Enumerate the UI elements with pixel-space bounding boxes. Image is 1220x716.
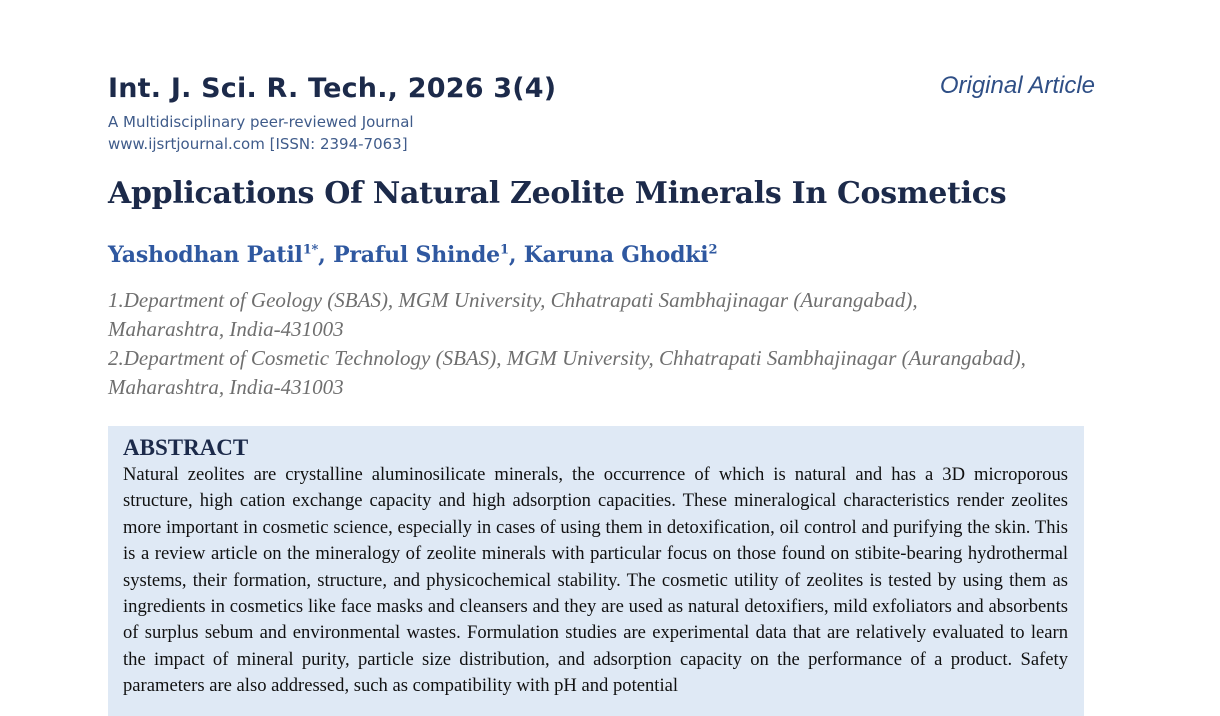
affiliation-line: Maharashtra, India-431003 — [108, 317, 344, 341]
author-affiliation-mark: 1 — [499, 242, 509, 258]
journal-tagline: A Multidisciplinary peer-reviewed Journal — [108, 113, 414, 131]
author-name: Yashodhan Patil — [108, 242, 303, 268]
affiliation-line: 1.Department of Geology (SBAS), MGM University, Chhatrapati Sambhajinagar (Aurangabad), — [108, 288, 918, 312]
author-name: Praful Shinde — [333, 242, 500, 268]
journal-website: www.ijsrtjournal.com [ISSN: 2394-7063] — [108, 135, 408, 153]
author-affiliation-mark: 1* — [302, 242, 319, 258]
author-name: Karuna Ghodki — [523, 242, 709, 268]
article-type-label: Original Article — [939, 72, 1095, 99]
abstract-heading: ABSTRACT — [123, 435, 249, 460]
paper-title: Applications Of Natural Zeolite Minerals In Cosmetics — [108, 176, 1007, 211]
author-list: Yashodhan Patil$^{1*}$, Praful Shinde$^1$, Karuna Ghodki$^2$ — [108, 242, 718, 268]
affiliation-line: 2.Department of Cosmetic Technology (SBAS), MGM University, Chhatrapati Sambhajinagar (Aurangabad), — [108, 346, 1026, 370]
abstract-box — [108, 426, 1084, 716]
author-affiliation-mark: 2 — [708, 242, 718, 258]
affiliation-list — [108, 286, 1088, 402]
journal-citation: Int. J. Sci. R. Tech., 2026 3(4) — [108, 73, 557, 104]
abstract-text: Natural zeolites are crystalline aluminosilicate minerals, the occurrence of which is natural and has a 3D microporous structure, high cation exchange capacity and high adsorption capacities. These mineralogical characteristics render zeolites more important in cosmetic science, especially in cases of using them in detoxification, oil control and purifying the skin. This is a review article on the mineralogy of zeolite minerals with particular focus on those found on stibite-bearing hydrothermal systems, their formation, structure, and physicochemical stability. The cosmetic utility of zeolites is tested by using them as ingredients in cosmetics like face masks and cleansers and they are used as natural detoxifiers, mild exfoliators and absorbents of surplus sebum and environmental wastes. Formulation studies are experimental data that are relatively evaluated to learn the impact of mineral purity, particle size distribution, and adsorption capacity on the performance of a product. Safety parameters are also addressed, such as compatibility with pH and potential — [123, 464, 1068, 697]
affiliation-line: Maharashtra, India-431003 — [108, 375, 344, 399]
